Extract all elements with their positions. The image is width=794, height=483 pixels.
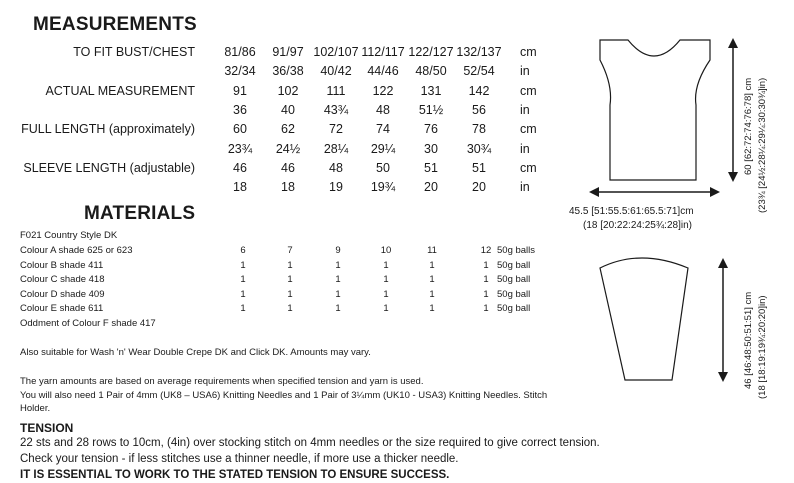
body-length-arrow xyxy=(728,38,738,182)
measurement-value: 48/50 xyxy=(415,64,447,79)
measurement-value: 60 xyxy=(233,122,247,137)
material-quantity: 1 xyxy=(383,303,389,315)
material-quantity: 1 xyxy=(287,259,293,271)
material-quantity: 1 xyxy=(335,303,341,315)
material-quantity: 1 xyxy=(483,259,489,271)
needles-note: You will also need 1 Pair of 4mm (UK8 – USA6) Knitting Needles and 1 Pair of 3¼mm (UK10 - USA3) Knitting Needles. Stitch Holder. xyxy=(20,390,548,414)
material-quantity: 1 xyxy=(483,303,489,315)
body-length-in: (23¾ [24½:28¼:29¼:30:30¾]in) xyxy=(757,77,768,213)
material-quantity: 10 xyxy=(380,245,392,256)
material-quantity: 9 xyxy=(335,245,341,256)
measurement-label: FULL LENGTH (approximately) xyxy=(21,122,195,137)
material-unit: 50g ball xyxy=(497,259,531,271)
measurement-value: 132/137 xyxy=(456,45,502,59)
material-quantity: 1 xyxy=(240,288,246,300)
measurement-unit: in xyxy=(520,141,530,156)
measurement-value: 46 xyxy=(281,160,295,175)
material-quantity: 1 xyxy=(287,303,293,315)
measurement-value: 20 xyxy=(472,180,486,195)
measurement-value: 36/38 xyxy=(272,64,304,79)
measurement-value: 102 xyxy=(277,83,299,98)
material-quantity: 1 xyxy=(240,274,246,286)
material-label: Colour A shade 625 or 623 xyxy=(20,245,133,256)
material-quantity: 1 xyxy=(383,259,389,271)
measurement-unit: cm xyxy=(520,122,537,137)
material-quantity: 1 xyxy=(335,288,341,300)
material-label: Colour C shade 418 xyxy=(20,274,105,286)
measurement-value: 72 xyxy=(329,122,343,137)
measurement-value: 20 xyxy=(424,180,438,195)
measurement-value: 29¼ xyxy=(370,141,396,156)
measurement-value: 76 xyxy=(424,122,438,137)
measurement-value: 40 xyxy=(281,102,295,117)
measurement-value: 122 xyxy=(372,83,394,98)
measurement-value: 51 xyxy=(472,160,486,175)
material-quantity: 12 xyxy=(480,245,492,256)
sleeve-length-arrow xyxy=(718,258,728,382)
sleeve-diagram xyxy=(590,250,750,390)
measurement-value: 30¾ xyxy=(466,141,492,156)
material-quantity: 7 xyxy=(287,245,293,256)
measurement-value: 56 xyxy=(472,102,486,117)
measurement-value: 23¾ xyxy=(227,141,253,156)
measurement-unit: cm xyxy=(520,83,537,98)
measurement-unit: in xyxy=(520,102,530,117)
measurement-value: 40/42 xyxy=(320,64,352,79)
material-label: Colour D shade 409 xyxy=(20,288,105,300)
measurement-value: 46 xyxy=(233,160,247,175)
measurement-value: 32/34 xyxy=(224,64,256,79)
measurement-value: 19¾ xyxy=(370,180,396,195)
tension-title: TENSION xyxy=(20,421,74,435)
measurement-value: 122/127 xyxy=(408,45,454,59)
material-unit: 50g ball xyxy=(497,303,531,315)
measurement-value: 28¼ xyxy=(323,141,349,156)
measurement-unit: in xyxy=(520,64,530,79)
measurement-unit: cm xyxy=(520,45,537,59)
measurement-unit: in xyxy=(520,180,530,195)
measurement-value: 112/117 xyxy=(361,45,405,59)
measurement-value: 142 xyxy=(468,83,490,98)
tension-line-3: IT IS ESSENTIAL TO WORK TO THE STATED TENSION TO ENSURE SUCCESS. xyxy=(20,469,450,481)
measurement-value: 18 xyxy=(233,180,247,195)
material-quantity: 1 xyxy=(383,288,389,300)
yarn-name: F021 Country Style DK xyxy=(20,230,118,241)
measurement-value: 102/107 xyxy=(313,45,359,59)
material-quantity: 11 xyxy=(427,245,437,256)
measurement-value: 30 xyxy=(424,141,438,156)
material-quantity: 1 xyxy=(429,303,435,315)
measurement-value: 48 xyxy=(329,160,343,175)
body-length-cm: 60 [62:72:74:76:78] cm xyxy=(743,77,754,175)
yarn-amount-note: The yarn amounts are based on average requirements when specified tension and yarn is used. xyxy=(20,376,424,387)
measurement-label: SLEEVE LENGTH (adjustable) xyxy=(23,160,195,175)
material-unit: 50g ball xyxy=(497,288,531,300)
measurement-value: 18 xyxy=(281,180,295,195)
material-unit: 50g ball xyxy=(497,274,531,286)
material-quantity: 1 xyxy=(287,274,293,286)
material-quantity: 1 xyxy=(483,274,489,286)
measurement-value: 131 xyxy=(420,83,442,98)
materials-title: MATERIALS xyxy=(84,203,196,224)
measurement-value: 91/97 xyxy=(272,45,304,59)
material-quantity: 1 xyxy=(335,274,341,286)
measurement-value: 74 xyxy=(376,122,390,137)
material-quantity: 1 xyxy=(429,288,435,300)
body-width-in: (18 [20:22:24:25¾:28]in) xyxy=(583,220,692,231)
tension-line-1: 22 sts and 28 rows to 10cm, (4in) over stocking stitch on 4mm needles or the size required to give correct tension. xyxy=(20,437,600,449)
material-quantity: 1 xyxy=(429,274,435,286)
measurement-value: 19 xyxy=(329,180,343,195)
measurement-value: 50 xyxy=(376,160,390,175)
measurements-title: MEASUREMENTS xyxy=(33,14,197,35)
measurement-value: 43¾ xyxy=(323,102,349,117)
material-quantity: 1 xyxy=(240,303,246,315)
material-quantity: 1 xyxy=(483,288,489,300)
material-quantity: 1 xyxy=(335,259,341,271)
material-quantity: 1 xyxy=(429,259,435,271)
measurement-unit: cm xyxy=(520,160,537,175)
measurement-value: 81/86 xyxy=(224,45,256,59)
measurement-label: ACTUAL MEASUREMENT xyxy=(45,83,195,98)
measurement-label: TO FIT BUST/CHEST xyxy=(73,45,195,59)
oddment-note: Oddment of Colour F shade 417 xyxy=(20,318,156,329)
measurement-value: 51 xyxy=(424,160,438,175)
measurement-value: 51½ xyxy=(418,102,444,117)
measurement-value: 111 xyxy=(326,83,346,98)
body-outline xyxy=(600,40,710,180)
material-quantity: 1 xyxy=(383,274,389,286)
measurement-value: 52/54 xyxy=(463,64,495,79)
measurement-value: 36 xyxy=(233,102,247,117)
also-suitable-note: Also suitable for Wash 'n' Wear Double Crepe DK and Click DK. Amounts may vary. xyxy=(20,347,371,358)
material-quantity: 6 xyxy=(240,245,246,256)
material-label: Colour E shade 611 xyxy=(20,303,104,315)
sleeve-outline xyxy=(600,258,688,380)
measurement-value: 24½ xyxy=(275,141,301,156)
material-quantity: 1 xyxy=(240,259,246,271)
measurement-value: 62 xyxy=(281,122,295,137)
measurement-value: 48 xyxy=(376,102,390,117)
material-quantity: 1 xyxy=(287,288,293,300)
sleeve-length-in: (18 [18:19:19¾:20:20]in) xyxy=(757,295,768,399)
tension-line-2: Check your tension - if less stitches use a thinner needle, if more use a thicker needle. xyxy=(20,453,459,465)
measurement-value: 44/46 xyxy=(367,64,399,79)
body-width-cm: 45.5 [51:55.5:61:65.5:71]cm xyxy=(569,206,694,217)
sleeve-length-cm: 46 [46:48:50:51:51] cm xyxy=(743,291,754,389)
measurement-value: 78 xyxy=(472,122,486,137)
measurement-value: 91 xyxy=(233,83,247,98)
material-unit: 50g balls xyxy=(497,245,536,256)
body-width-arrow xyxy=(589,187,720,197)
material-label: Colour B shade 411 xyxy=(20,259,104,271)
